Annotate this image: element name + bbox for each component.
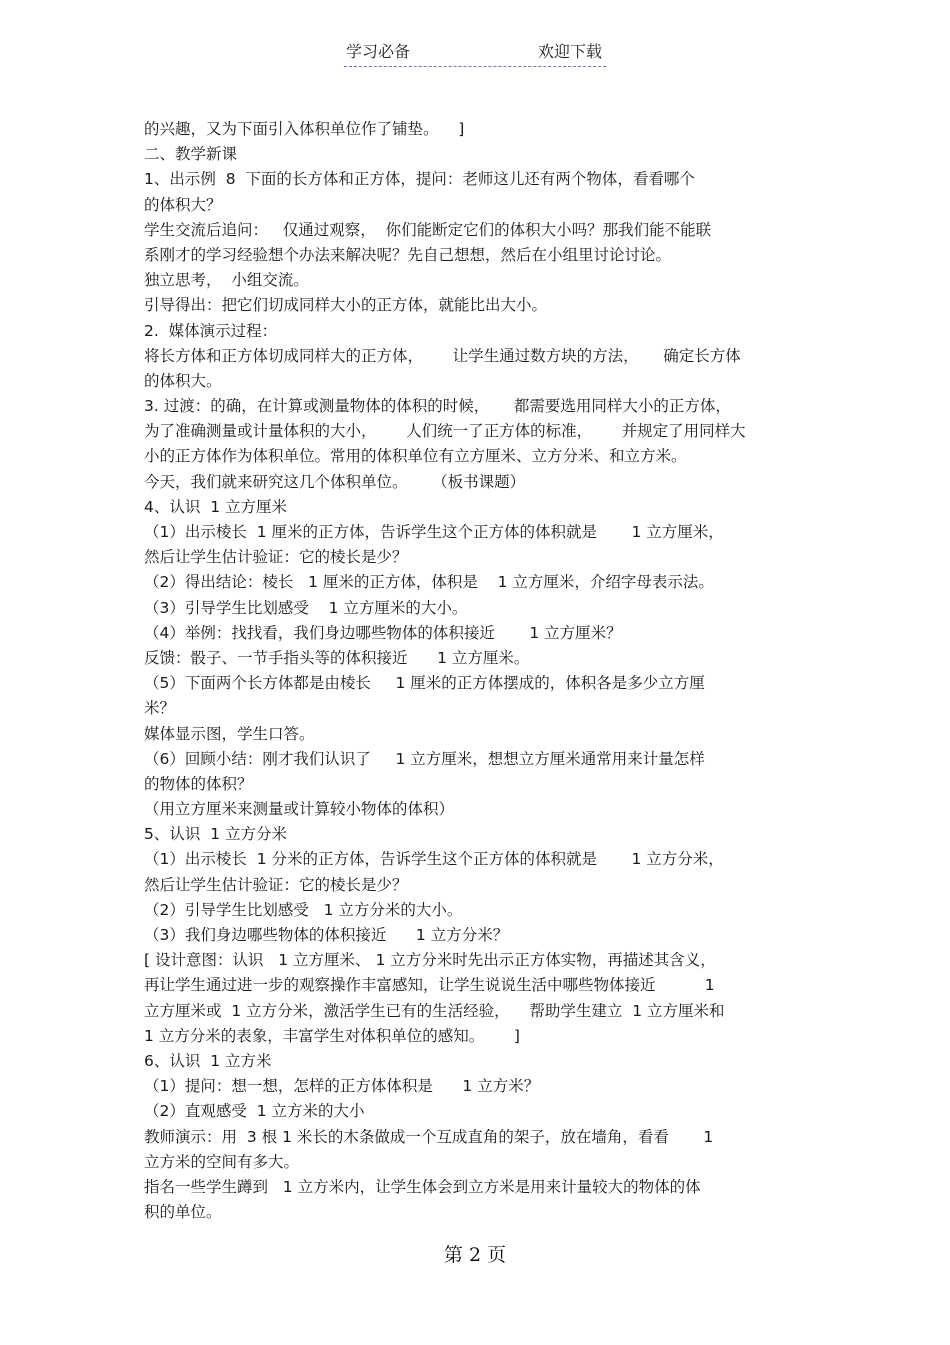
page-header — [344, 42, 606, 67]
page-number: 第 2 页 — [443, 1244, 507, 1266]
text-line: 1 立方分米的表象，丰富学生对体积单位的感知。 ] — [144, 1026, 520, 1045]
text-line: 4、认识 1 立方厘米 — [144, 497, 288, 516]
text-line: 的体积大？ — [144, 195, 222, 214]
text-line: 引导得出：把它们切成同样大小的正方体，就能比出大小。 — [144, 296, 548, 315]
text-line: 今天，我们就来研究这几个体积单位。 （板书课题） — [144, 472, 526, 491]
text-line: （1）提问：想一想，怎样的正方体体积是 1 立方米？ — [144, 1077, 540, 1096]
text-line: 学生交流后追问： 仅通过观察， 你们能断定它们的体积大小吗？那我们能不能联 — [144, 220, 712, 239]
text-line: [ 设计意图：认识 1 立方厘米、 1 立方分米时先出示正方体实物，再描述其含义， — [144, 951, 716, 970]
text-line: 小的正方体作为体积单位。常用的体积单位有立方厘米、立方分米、和立方米。 — [144, 447, 687, 466]
text-line: （3）我们身边哪些物体的体积接近 1 立方分米？ — [144, 926, 509, 944]
text-line: 然后让学生估计验证：它的棱长是少？ — [144, 548, 408, 567]
text-line: 3. 过渡：的确，在计算或测量物体的体积的时候， 都需要选用同样大小的正方体， — [144, 397, 731, 416]
text-line: 媒体显示图，学生口答。 — [144, 724, 315, 743]
text-line: 的体积大。 — [144, 371, 222, 390]
text-line: （4）举例：找找看，我们身边哪些物体的体积接近 1 立方厘米？ — [144, 623, 622, 642]
text-line: 为了准确测量或计量体积的大小， 人们统一了正方体的标准， 并规定了用同样大 — [144, 422, 746, 441]
text-line: 立方厘米或 1 立方分米，激活学生已有的生活经验， 帮助学生建立 1 立方厘米和 — [144, 1001, 725, 1020]
text-line: 二、教学新课 — [144, 145, 238, 164]
text-line: 5、认识 1 立方分米 — [144, 825, 288, 844]
text-line: （1）出示棱长 1 分米的正方体，告诉学生这个正方体的体积就是 1 立方分米， — [144, 850, 724, 869]
text-line: 然后让学生估计验证：它的棱长是少？ — [144, 875, 408, 894]
text-line: 指名一些学生蹲到 1 立方米内，让学生体会到立方米是用来计量较大的物体的体 — [144, 1177, 701, 1196]
text-line: （2）引导学生比划感受 1 立方分米的大小。 — [144, 900, 463, 919]
text-line: 的物体的体积？ — [144, 774, 253, 793]
text-line: 2. 媒体演示过程： — [144, 321, 278, 340]
text-line: 的兴趣，又为下面引入体积单位作了铺垫。 ] — [144, 120, 465, 138]
text-line: 6、认识 1 立方米 — [144, 1051, 272, 1070]
text-line: （5）下面两个长方体都是由棱长 1 厘米的正方体摆成的，体积各是多少立方厘 — [144, 674, 705, 693]
text-line: （6）回顾小结：刚才我们认识了 1 立方厘米，想想立方厘米通常用来计量怎样 — [144, 749, 705, 768]
text-line: 1、出示例 8 下面的长方体和正方体，提问：老师这儿还有两个物体，看看哪个 — [144, 170, 695, 189]
text-line: 反馈：骰子、一节手指头等的体积接近 1 立方厘米。 — [144, 648, 530, 667]
text-line: （2）直观感受 1 立方米的大小 — [144, 1102, 365, 1121]
text-line: 再让学生通过进一步的观察操作丰富感知，让学生说说生活中哪些物体接近 1 — [144, 976, 715, 995]
text-line: 独立思考， 小组交流。 — [144, 271, 309, 290]
text-line: 将长方体和正方体切成同样大的正方体， 让学生通过数方块的方法， 确定长方体 — [144, 346, 741, 365]
text-line: 教师演示：用 3 根 1 米长的木条做成一个互成直角的架子，放在墙角，看看 1 — [144, 1127, 714, 1146]
text-line: （1）出示棱长 1 厘米的正方体，告诉学生这个正方体的体积就是 1 立方厘米， — [144, 523, 724, 541]
text-line: （2）得出结论：棱长 1 厘米的正方体，体积是 1 立方厘米，介绍字母表示法。 — [144, 573, 714, 592]
text-line: 积的单位。 — [144, 1203, 222, 1222]
text-line: 系刚才的学习经验想个办法来解决呢？先自己想想，然后在小组里讨论讨论。 — [144, 245, 672, 264]
header-right-text: 欢迎下载 — [537, 42, 602, 61]
header-left-text: 学习必备 — [346, 42, 411, 61]
text-line: 立方米的空间有多大。 — [144, 1152, 300, 1171]
text-line: （用立方厘米来测量或计算较小物体的体积） — [144, 800, 455, 819]
text-line: （3）引导学生比划感受 1 立方厘米的大小。 — [144, 598, 468, 617]
text-line: 米？ — [144, 699, 176, 718]
document-body — [144, 117, 808, 1225]
